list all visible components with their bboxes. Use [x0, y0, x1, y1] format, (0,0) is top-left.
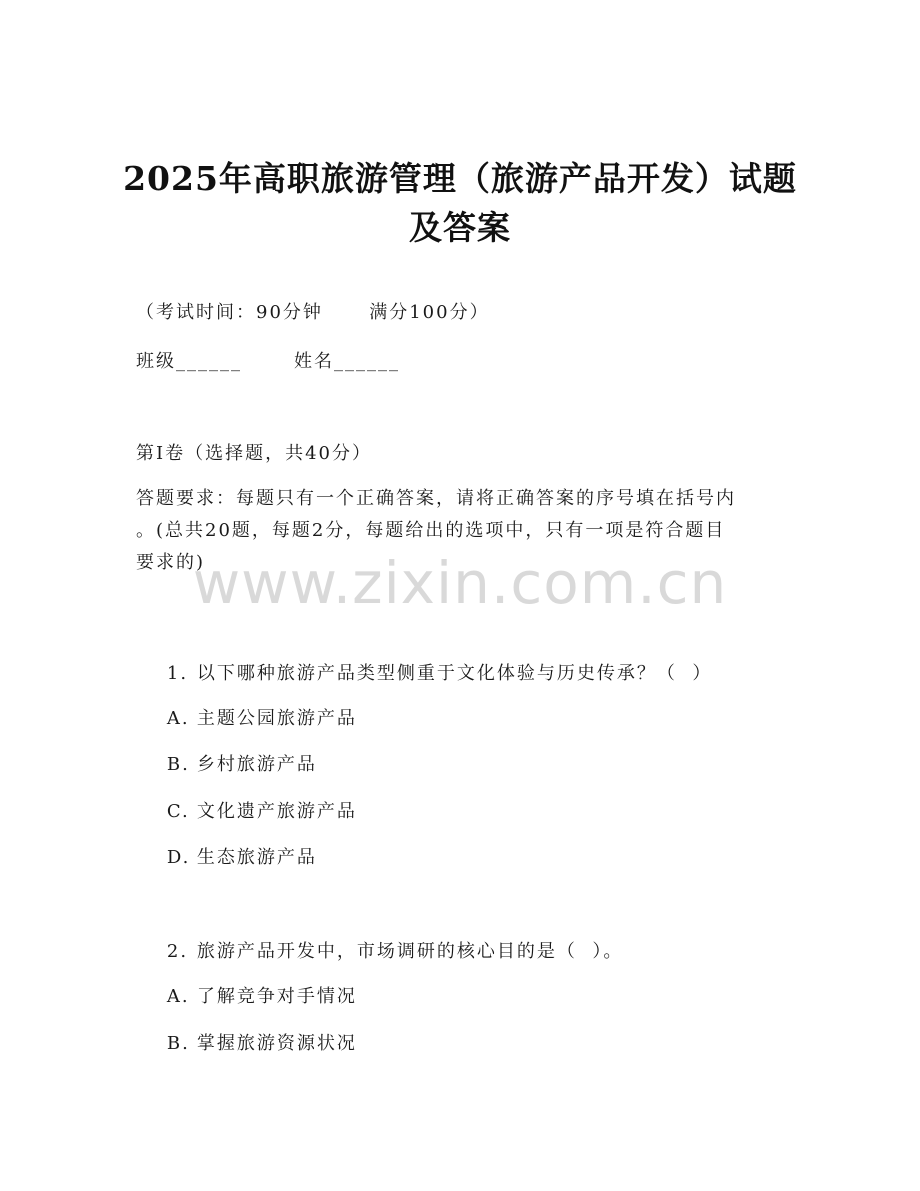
question-1-option-b [136, 738, 317, 792]
option-text: 掌握旅游资源状况 [196, 1033, 357, 1054]
option-label: C. [166, 801, 190, 822]
option-label: A. [166, 708, 190, 729]
question-number: 2. [166, 941, 189, 962]
exam-info: （考试时间：90分钟 满分100分） [136, 302, 490, 323]
option-label: B. [166, 754, 190, 775]
option-text: 主题公园旅游产品 [196, 708, 357, 729]
watermark: www.zixin.com.cn [192, 549, 728, 617]
document-title-line-2: 及答案 [409, 208, 511, 247]
question-text: 旅游产品开发中，市场调研的核心目的是（ ）。 [196, 941, 624, 962]
option-label: D. [166, 847, 191, 868]
question-1-option-d [136, 831, 317, 885]
instructions-line-1: 答题要求：每题只有一个正确答案，请将正确答案的序号填在括号内 [136, 488, 736, 509]
option-text: 文化遗产旅游产品 [196, 801, 357, 822]
instructions-line-3: 要求的) [136, 552, 206, 573]
option-label: A. [166, 986, 190, 1007]
question-text: 以下哪种旅游产品类型侧重于文化体验与历史传承？（ ） [196, 663, 713, 684]
option-label: B. [166, 1033, 190, 1054]
instructions-line-2: 。(总共20题，每题2分，每题给出的选项中，只有一项是符合题目 [136, 520, 726, 541]
question-2-option-a [136, 970, 357, 1024]
class-field: 班级______ [136, 351, 242, 372]
name-field: 姓名______ [294, 351, 400, 372]
option-text: 乡村旅游产品 [196, 754, 317, 775]
section-heading: 第I卷（选择题，共40分） [136, 443, 373, 464]
question-2-option-b [136, 1017, 357, 1071]
question-number: 1. [166, 663, 189, 684]
option-text: 生态旅游产品 [196, 847, 317, 868]
document-title-line-1: 2025年高职旅游管理（旅游产品开发）试题 [123, 159, 797, 198]
option-text: 了解竞争对手情况 [196, 986, 357, 1007]
